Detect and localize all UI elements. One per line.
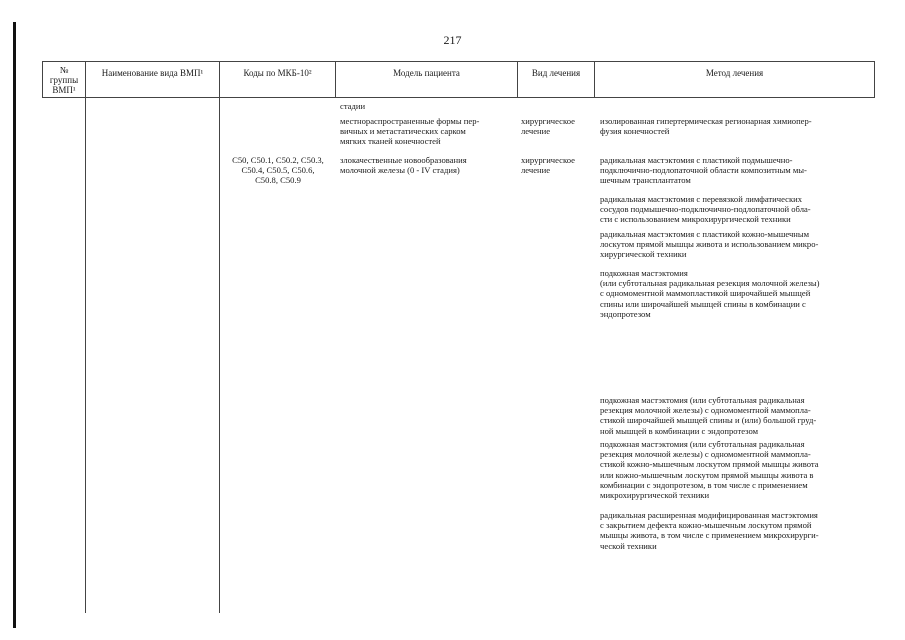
header-bottom-border xyxy=(42,97,875,98)
header-treatment-type: Вид лечения xyxy=(531,68,581,78)
table-top-border xyxy=(42,61,875,62)
icd-codes-breast: C50, C50.1, C50.2, C50.3, C50.4, C50.5, C50.6, C50.8, C50.9 xyxy=(232,155,324,186)
method-breast-item: подкожная мастэктомия (или субтотальная радикальная резекция молочной железы) с одномоментной маммопла- стикой широчайшей мышцей спины и (или) большой груд- ной мышцей в комбинации с эндопротезом xyxy=(600,395,817,436)
treatment-type-breast: хирургическое лечение xyxy=(521,155,575,176)
header-patient-model: Модель пациента xyxy=(393,68,460,78)
method-breast-item: подкожная мастэктомия (или субтотальная радикальная резекция молочной железы) с одномоментной маммопластикой широчайшей мышцей спины или широчайшей мышцей спины в комбинации с эндопротезом xyxy=(600,268,820,319)
column-divider xyxy=(219,61,220,613)
page-number: 217 xyxy=(443,33,462,47)
method-breast-item: радикальная мастэктомия с пластикой подмышечно- подключично-подлопаточной области композитным мы- шечным трансплантатом xyxy=(600,155,807,186)
method-breast-item: радикальная мастэктомия с перевязкой лимфатических сосудов подмышечно-подключично-подлопаточной обла- сти с использованием микрохирургической техники xyxy=(600,194,811,225)
method-breast-item: подкожная мастэктомия (или субтотальная радикальная резекция молочной железы) с одномоментной маммопла- стикой кожно-мышечным лоскутом прямой мышцы живота или кожно-мышечным лоскутом прямой мышцы живота в комбинации с эндопротезом, в том числе с применением микрохирургической техники xyxy=(600,439,819,501)
binding-margin-line xyxy=(13,22,16,628)
method-breast-item: радикальная мастэктомия с пластикой кожно-мышечным лоскутом прямой мышцы живота и использованием микро- хирургической техники xyxy=(600,229,819,260)
patient-model-breast: злокачественные новообразования молочной железы (0 - IV стадия) xyxy=(340,155,467,176)
treatment-type-sarcoma: хирургическое лечение xyxy=(521,116,575,137)
patient-model-sarcoma: местнораспространенные формы пер- вичных и метастатических сарком мягких тканей конечностей xyxy=(340,116,480,147)
header-vmp-name: Наименование вида ВМП¹ xyxy=(101,68,204,78)
method-sarcoma: изолированная гипертермическая регионарная химиопер- фузия конечностей xyxy=(600,116,812,137)
patient-model-stage-carryover: стадии xyxy=(340,101,366,111)
method-breast-item: радикальная расширенная модифицированная мастэктомия с закрытием дефекта кожно-мышечным лоскутом прямой мышцы живота, в том числе с применением микрохирурги- ческой техники xyxy=(600,510,819,551)
column-divider xyxy=(874,61,875,98)
header-icd-codes: Коды по МКБ-10² xyxy=(243,68,312,78)
column-divider xyxy=(85,61,86,613)
header-group-no: № группы ВМП¹ xyxy=(49,65,79,95)
header-treatment-method: Метод лечения xyxy=(705,68,764,78)
